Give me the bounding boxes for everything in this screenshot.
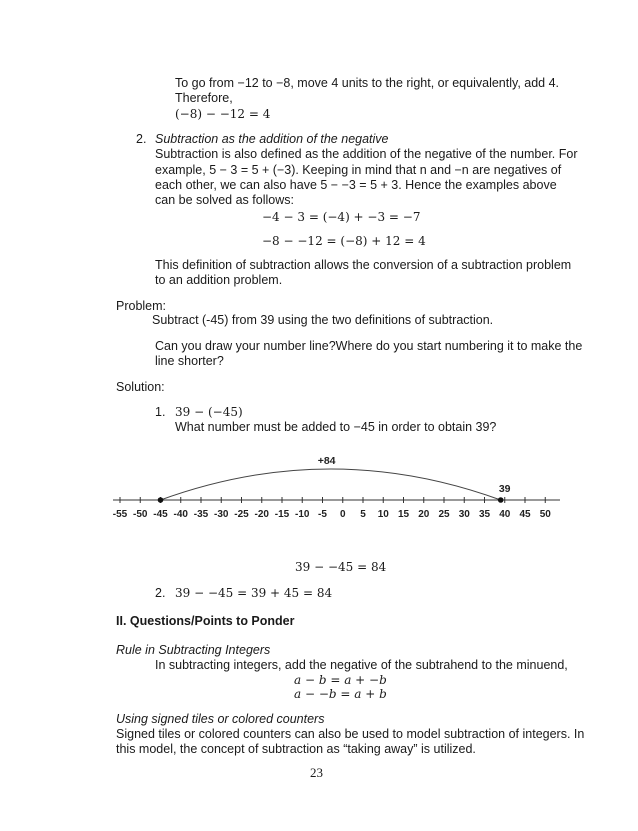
text-line: this model, the concept of subtraction as “taking away” is utilized. (116, 742, 476, 756)
text-line: What number must be added to −45 in order to obtain 39? (175, 420, 497, 434)
text-line: Signed tiles or colored counters can also be used to model subtraction of integers. In (116, 727, 585, 741)
equation: 39 − −45 = 39 + 45 = 84 (175, 586, 333, 600)
tick-label: -30 (214, 509, 229, 520)
tick-label: -45 (153, 509, 168, 520)
text-line: each other, we can also have 5 − −3 = 5 + 3. Hence the examples above (155, 178, 557, 192)
tick-label: -25 (234, 509, 249, 520)
arc-jump (161, 469, 501, 500)
list-number: 2. (155, 586, 166, 600)
text-line: Subtraction is also defined as the addition of the negative of the number. For (155, 147, 578, 161)
tiles-title: Using signed tiles or colored counters (116, 712, 325, 726)
tick-label: -10 (295, 509, 310, 520)
section-heading: II. Questions/Points to Ponder (116, 614, 295, 628)
text-line: Can you draw your number line?Where do you start numbering it to make the (155, 339, 583, 353)
text-line: In subtracting integers, add the negative of the subtrahend to the minuend, (155, 658, 568, 672)
tick-label: -20 (254, 509, 269, 520)
tick-label: 10 (377, 509, 389, 520)
equation: −8 − −12 = (−8) + 12 = 4 (262, 234, 426, 248)
text-line: Therefore, (175, 91, 233, 105)
page-number: 23 (310, 765, 323, 780)
list-number: 2. (136, 132, 147, 146)
tick-label: -40 (173, 509, 188, 520)
text-line: To go from −12 to −8, move 4 units to the right, or equivalently, add 4. (175, 76, 560, 90)
point-label: 39 (498, 483, 511, 495)
point-dot (498, 497, 504, 503)
tick-label: 45 (519, 509, 531, 520)
text-line: line shorter? (155, 354, 224, 368)
tick-label: -50 (133, 509, 148, 520)
tick-label: 15 (397, 509, 410, 520)
tick-label: 25 (438, 509, 450, 520)
solution-label: Solution: (116, 380, 165, 394)
tick-label: 50 (539, 509, 551, 520)
equation: 39 − (−45) (175, 405, 243, 419)
tick-label: -5 (318, 509, 327, 520)
equation: a − −b = a + b (294, 687, 387, 701)
problem-label: Problem: (116, 299, 167, 313)
equation: 39 − −45 = 84 (295, 560, 387, 574)
item-heading: Subtraction as the addition of the negative (155, 132, 389, 146)
tick-label: 0 (339, 509, 346, 520)
text-line: example, 5 − 3 = 5 + (−3). Keeping in mind that n and −n are negatives of (155, 163, 562, 177)
tick-label: 35 (478, 509, 491, 520)
rule-title: Rule in Subtracting Integers (116, 643, 271, 657)
problem-text: Subtract (-45) from 39 using the two definitions of subtraction. (152, 313, 494, 327)
equation: (−8) − −12 = 4 (175, 107, 271, 121)
point-dot (158, 497, 164, 503)
equation: a − b = a + −b (294, 673, 387, 687)
tick-label: -15 (274, 509, 290, 520)
tick-label: -55 (112, 509, 128, 520)
text-line: can be solved as follows: (155, 193, 294, 207)
text-line: This definition of subtraction allows the conversion of a subtraction problem (155, 258, 572, 272)
arc-label: +84 (317, 455, 336, 467)
text-line: to an addition problem. (155, 273, 283, 287)
number-line (0, 445, 638, 525)
tick-label: -35 (193, 509, 209, 520)
tick-label: 5 (360, 509, 366, 520)
tick-label: 40 (499, 509, 511, 520)
tick-label: 30 (458, 509, 470, 520)
equation: −4 − 3 = (−4) + −3 = −7 (262, 210, 421, 224)
list-number: 1. (155, 405, 166, 419)
tick-label: 20 (418, 509, 430, 520)
